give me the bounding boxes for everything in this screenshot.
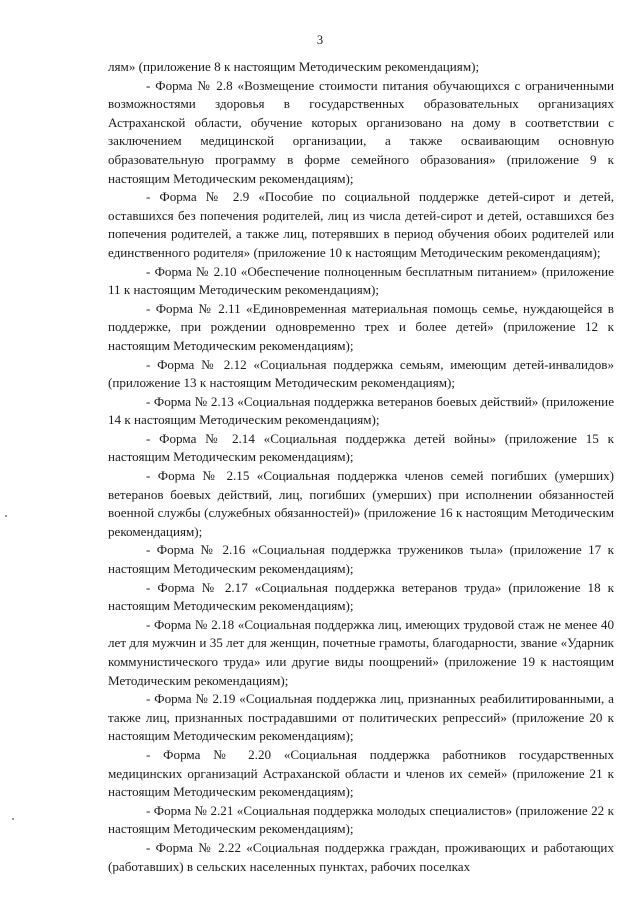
paragraph-form-2-21: - Форма № 2.21 «Социальная поддержка молодых специалистов» (приложение 22 к настоящим Методическим рекомендациям);: [108, 802, 614, 837]
paragraph-form-2-18: - Форма № 2.18 «Социальная поддержка лиц, имеющих трудовой стаж не менее 40 лет для мужчин и 35 лет для женщин, почетные грамоты, благодарности, звание «Ударник коммунистического труда» или другие виды поощрений» (приложение 19 к настоящим Методическим рекомендациям);: [108, 616, 614, 688]
paragraph-form-2-22: - Форма № 2.22 «Социальная поддержка граждан, проживающих и работающих (работавших) в сельских населенных пунктах, рабочих поселках: [108, 839, 614, 874]
paragraph-form-2-11: - Форма № 2.11 «Единовременная материальная помощь семье, нуждающейся в поддержке, при рождении одновременно трех и более детей» (приложение 12 к настоящим Методическим рекомендациям);: [108, 300, 614, 353]
paragraph-form-2-16: - Форма № 2.16 «Социальная поддержка тружеников тыла» (приложение 17 к настоящим Методическим рекомендациям);: [108, 542, 614, 577]
document-body: [108, 58, 614, 876]
paragraph-form-2-14: - Форма № 2.14 «Социальная поддержка детей войны» (приложение 15 к настоящим Методическим рекомендациям);: [108, 430, 614, 465]
paragraph-form-2-10: - Форма № 2.10 «Обеспечение полноценным бесплатным питанием» (приложение 11 к настоящим Методическим рекомендациям);: [108, 263, 614, 298]
paragraph-form-2-20: - Форма № 2.20 «Социальная поддержка работников государственных медицинских организаций Астраханской области и членов их семей» (приложение 21 к настоящим Методическим рекомендациям);: [108, 746, 614, 800]
paragraph-form-2-9: - Форма № 2.9 «Пособие по социальной поддержке детей-сирот и детей, оставшихся без попечения родителей, лиц из числа детей-сирот и детей, оставшихся без попечения родителей, а также лиц, потерявших в период обучения обоих родителей или единственного родителя» (приложение 10 к настоящим Методическим рекомендациям);: [108, 189, 614, 260]
scan-speck: [5, 515, 7, 517]
paragraph-form-2-15: - Форма № 2.15 «Социальная поддержка членов семей погибших (умерших) ветеранов боевых действий, лиц, погибших (умерших) при исполнении обязанностей военной службы (служебных обязанностей)» (приложение 16 к настоящим Методическим рекомендациям);: [108, 468, 614, 539]
page-number: 3: [316, 33, 324, 47]
paragraph-form-2-13: - Форма № 2.13 «Социальная поддержка ветеранов боевых действий» (приложение 14 к настоящим Методическим рекомендациям);: [108, 393, 614, 428]
paragraph-form-2-19: - Форма № 2.19 «Социальная поддержка лиц, признанных реабилитированными, а также лиц, признанных пострадавшими от политических репрессий» (приложение 20 к настоящим Методическим рекомендациям);: [108, 691, 614, 744]
paragraph-continuation: лям» (приложение 8 к настоящим Методическим рекомендациям);: [108, 59, 480, 74]
paragraph-form-2-8: - Форма № 2.8 «Возмещение стоимости питания обучающихся с ограниченными возможностями здоровья в государственных образовательных организациях Астраханской области, обучение которых организовано на дому в соответствии с заключением медицинской организации, а также осваивающим основную образовательную программу в форме семейного образования» (приложение 9 к настоящим Методическим рекомендациям);: [108, 77, 614, 186]
paragraph-form-2-17: - Форма № 2.17 «Социальная поддержка ветеранов труда» (приложение 18 к настоящим Методическим рекомендациям);: [108, 579, 614, 614]
scan-speck: [12, 818, 14, 820]
paragraph-form-2-12: - Форма № 2.12 «Социальная поддержка семьям, имеющим детей-инвалидов» (приложение 13 к настоящим Методическим рекомендациям);: [108, 356, 614, 391]
